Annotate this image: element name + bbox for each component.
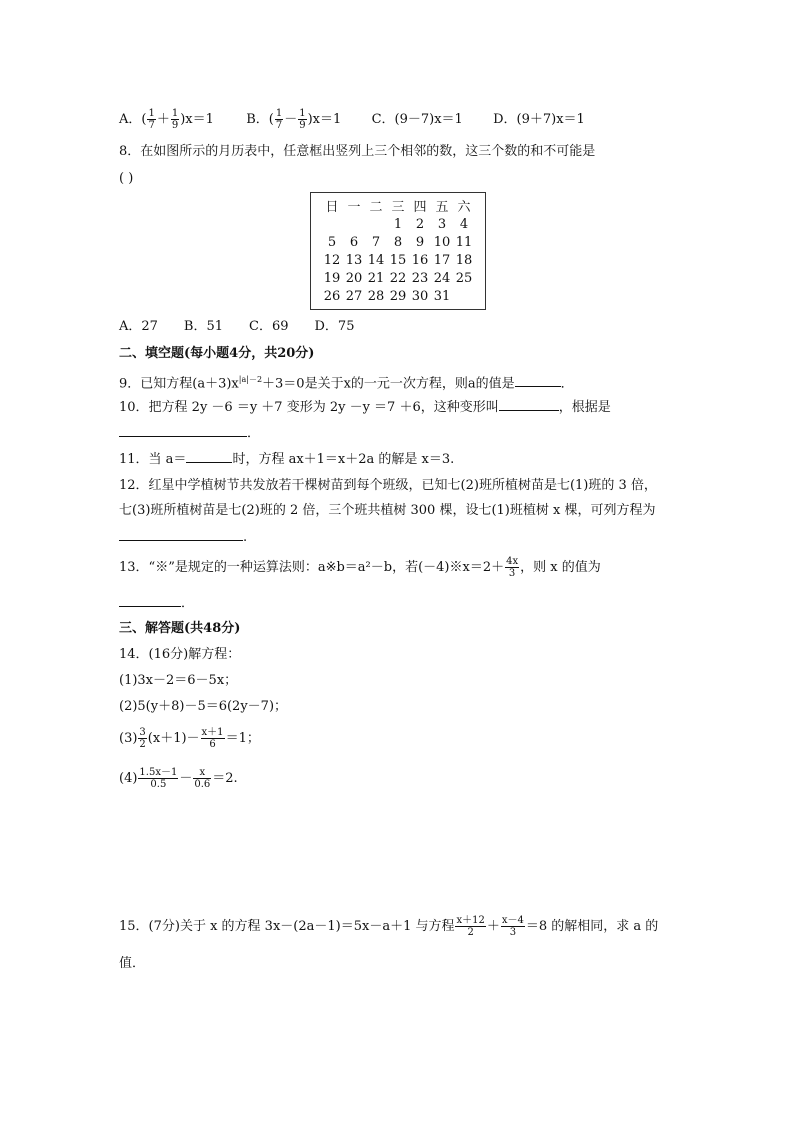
- day-cell: 4: [459, 216, 469, 232]
- day-cell: 10: [433, 234, 451, 250]
- fraction: $\frac{1}{7}$: [148, 108, 155, 131]
- day-cell: 30: [411, 288, 429, 304]
- day-cell: [321, 215, 343, 233]
- weekday: 日: [325, 200, 339, 215]
- day-cell: 18: [455, 252, 473, 268]
- calendar-box: [310, 192, 486, 310]
- fraction: $\frac{x}{0.6}$: [194, 767, 211, 790]
- answer-blank[interactable]: [499, 398, 559, 411]
- answer-blank[interactable]: [186, 450, 232, 463]
- q8-answer-paren: ( ): [119, 171, 134, 186]
- day-cell: 11: [455, 234, 473, 250]
- day-cell: 7: [371, 234, 381, 250]
- day-cell: [343, 215, 365, 233]
- day-cell: 17: [433, 252, 451, 268]
- day-cell: 24: [433, 270, 451, 286]
- q13-answer-line: ．: [119, 594, 194, 613]
- q11: 11．当 a＝ 时，方程 ax＋1＝x＋2a 的解是 x＝3.: [119, 452, 455, 467]
- q15-line2: 值．: [119, 956, 146, 971]
- calendar-table: [321, 196, 475, 305]
- day-cell: 19: [323, 270, 341, 286]
- fraction: $\frac{1}{9}$: [299, 108, 306, 131]
- q14-part4: (4) $\frac{1.5x-1}{0.5}$ － $\frac{x}{0.6}$ ＝2.: [119, 767, 238, 790]
- day-cell: 31: [433, 288, 451, 304]
- day-cell: [453, 287, 475, 305]
- day-cell: 14: [367, 252, 385, 268]
- day-cell: 16: [411, 252, 429, 268]
- day-cell: 29: [389, 288, 407, 304]
- section-heading-fill-in: 二、填空题(每小题4分，共20分): [119, 346, 315, 361]
- weekday: 五: [435, 200, 449, 215]
- q13: 13．“※”是规定的一种运算法则：a※b＝a²－b，若(－4)※x＝2＋ $\frac{4x}{3}$ ，则 x 的值为: [119, 556, 601, 579]
- answer-blank[interactable]: [515, 374, 561, 387]
- calendar-row: [321, 287, 475, 305]
- q8-options: A．27 B．51 C．69 D．75: [119, 319, 355, 334]
- weekday: 二: [369, 200, 383, 215]
- day-cell: 27: [345, 288, 363, 304]
- fraction: $\frac{4x}{3}$: [506, 556, 519, 579]
- weekday: 四: [413, 200, 427, 215]
- day-cell: 13: [345, 252, 363, 268]
- day-cell: 20: [345, 270, 363, 286]
- calendar-row: [321, 269, 475, 287]
- weekday: 六: [457, 200, 471, 215]
- day-cell: 25: [455, 270, 473, 286]
- q12-line3: .: [119, 528, 247, 547]
- q9: 9．已知方程$(a+3)x^{|a|-2}+3=0$是关于x的一元一次方程，则a的值是 ．: [119, 375, 574, 392]
- day-cell: 6: [349, 234, 359, 250]
- day-cell: 21: [367, 270, 385, 286]
- day-cell: 1: [393, 216, 403, 232]
- q8-stem: 8．在如图所示的月历表中，任意框出竖列上三个相邻的数，这三个数的和不可能是: [119, 144, 596, 159]
- answer-blank[interactable]: [119, 594, 181, 607]
- q7-options: [119, 108, 585, 131]
- fraction: $\frac{1.5x-1}{0.5}$: [139, 767, 178, 790]
- q7-option-d: D．(9＋7)x＝1: [493, 112, 585, 127]
- calendar-header-row: [321, 196, 475, 215]
- fraction: $\frac{1}{7}$: [275, 108, 283, 131]
- fraction: $\frac{3}{2}$: [139, 727, 146, 750]
- day-cell: 26: [323, 288, 341, 304]
- day-cell: 12: [323, 252, 341, 268]
- q10-line2: ．: [119, 424, 260, 443]
- day-cell: 3: [437, 216, 447, 232]
- calendar-row: [321, 215, 475, 233]
- answer-blank[interactable]: [119, 424, 247, 437]
- q12-line2: 七(3)班所植树苗是七(2)班的 2 倍，三个班共植树 300 棵，设七(1)班植树 x 棵，可列方程为: [119, 503, 656, 518]
- section-heading-solve: 三、解答题(共48分): [119, 621, 241, 636]
- q10-line1: 10．把方程 2y －6 ＝y ＋7 变形为 2y －y ＝7 ＋6，这种变形叫 ，根据是: [119, 400, 611, 415]
- fraction: $\frac{x+12}{2}$: [456, 915, 485, 938]
- weekday: 一: [347, 200, 361, 215]
- q7-option-c: C．(9－7)x＝1: [371, 112, 463, 127]
- weekday: 三: [391, 200, 405, 215]
- day-cell: 28: [367, 288, 385, 304]
- q14-stem: 14．(16分)解方程：: [119, 647, 241, 662]
- day-cell: 5: [327, 234, 337, 250]
- q14-part3: (3) $\frac{3}{2}$ (x＋1)－ $\frac{x+1}{6}$ ＝1；: [119, 727, 260, 750]
- day-cell: 22: [389, 270, 407, 286]
- day-cell: [365, 215, 387, 233]
- fraction: $\frac{x+1}{6}$: [201, 727, 224, 750]
- q7-option-b: B．( $\frac{1}{7}$ － $\frac{1}{9}$ )x＝1: [246, 108, 342, 131]
- day-cell: 23: [411, 270, 429, 286]
- fraction: $\frac{x-4}{3}$: [501, 915, 524, 938]
- day-cell: 15: [389, 252, 407, 268]
- q12-line1: 12．红星中学植树节共发放若干棵树苗到每个班级，已知七(2)班所植树苗是七(1)班的 3 倍，: [119, 478, 657, 493]
- day-cell: 2: [415, 216, 425, 232]
- calendar-row: [321, 251, 475, 269]
- q7-option-a: A．( $\frac{1}{7}$ ＋ $\frac{1}{9}$ )x＝1: [119, 108, 214, 131]
- q15: 15．(7分)关于 x 的方程 3x－(2a－1)＝5x－a＋1 与方程 $\frac{x+12}{2}$ ＋ $\frac{x-4}{3}$ ＝8 的解相同，求 a 的: [119, 915, 659, 938]
- calendar-row: [321, 233, 475, 251]
- q14-part1: (1)3x－2＝6－5x；: [119, 673, 238, 688]
- day-cell: 9: [415, 234, 425, 250]
- day-cell: 8: [393, 234, 403, 250]
- answer-blank[interactable]: [119, 528, 243, 541]
- q14-part2: (2)5(y＋8)－5＝6(2y－7)；: [119, 699, 288, 714]
- fraction: $\frac{1}{9}$: [171, 108, 179, 131]
